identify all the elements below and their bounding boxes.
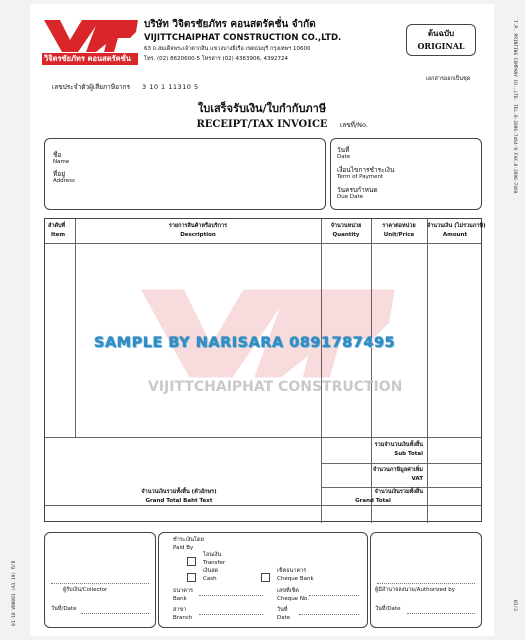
tax-id-value: 3 10 1 11310 5 — [142, 83, 199, 91]
customer-info-box — [44, 138, 326, 210]
authorized-label: ผู้มีอำนาจลงนาม/Authorized by — [375, 587, 455, 593]
date-en: Date — [337, 154, 351, 160]
customer-address-th: ที่อยู่ — [53, 170, 65, 178]
cheque-checkbox[interactable] — [261, 573, 270, 582]
vat-th: จำนวนภาษีมูลค่าเพิ่ม — [372, 467, 423, 473]
document-title-th: ใบเสร็จรับเงิน/ใบกำกับภาษี — [197, 102, 327, 115]
collector-box — [44, 532, 156, 628]
company-name-en: VIJITTCHAIPHAT CONSTRUCTION CO.,LTD. — [144, 33, 342, 43]
baht-text-th: จำนวนเงินรวมทั้งสิ้น (ตัวอักษร) — [141, 489, 217, 495]
col-amount-en: Amount — [442, 232, 468, 238]
authorized-box — [370, 532, 482, 628]
form-code-side-text: 01-10 V00081 (A1 19) ปี/ลิ — [12, 560, 17, 626]
col-item-th: ลำดับที่ — [48, 223, 66, 229]
due-date-en: Due Date — [337, 194, 363, 200]
col-quantity-en: Quantity — [332, 232, 360, 238]
terms-en: Term of Payment — [337, 174, 384, 180]
cheque-en: Cheque Bank — [277, 576, 314, 582]
due-date-th: วันครบกำหนด — [337, 186, 378, 194]
cash-th: เงินสด — [203, 568, 219, 574]
bank-th: ธนาคาร — [173, 588, 193, 594]
baht-text-en: Grand Total Baht Text — [145, 498, 213, 504]
document-set-label: เอกสารออกเป็นชุด — [426, 76, 471, 82]
document-title-en: RECEIPT/TAX INVOICE — [196, 119, 328, 130]
transfer-th: โอนเงิน — [203, 552, 222, 558]
cheque-no-th: เลขที่เช็ค — [277, 588, 299, 594]
col-quantity-th: จำนวนหน่วย — [330, 223, 362, 229]
cash-en: Cash — [203, 576, 217, 582]
watermark-sample-text: SAMPLE BY NARISARA 0891787495 — [94, 335, 396, 351]
subtotal-en: Sub Total — [394, 451, 423, 457]
vat-en: VAT — [411, 476, 423, 482]
company-phone: โทร. (02) 8620600-5 โทรสาร (02) 4363906, 4392724 — [144, 56, 289, 62]
paid-by-en: Paid By — [173, 545, 194, 551]
transfer-checkbox[interactable] — [187, 557, 196, 566]
bank-en: Bank — [173, 596, 187, 602]
cash-checkbox[interactable] — [187, 573, 196, 582]
col-item-en: Item — [51, 232, 66, 238]
original-copy-box — [406, 24, 476, 56]
collector-label: ผู้รับเงิน/Collector — [63, 587, 108, 593]
cheque-no-en: Cheque No. — [277, 596, 309, 602]
paid-by-th: ชำระเงินโดย — [173, 537, 204, 543]
transfer-en: Transfer — [203, 560, 226, 566]
payment-method-box — [158, 532, 368, 628]
col-description-th: รายการสินค้าหรือบริการ — [168, 223, 228, 229]
grand-total-th: จำนวนเงินรวมทั้งสิ้น — [374, 489, 423, 495]
document-sheet — [30, 4, 494, 636]
pay-date-th: วันที่ — [277, 607, 288, 613]
collector-date-label: วันที่/Date — [51, 606, 77, 612]
printer-side-text: T.P. PRINTING COMPANY CO.,LTD. TEL.0-2896-7464-9 FAX.0-2896-7469 — [512, 20, 517, 194]
pay-date-en: Date — [277, 615, 291, 621]
document-number-label: เลขที่/No. — [340, 121, 368, 129]
col-unit-price-th: ราคาต่อหน่วย — [382, 223, 416, 229]
authorized-date-label: วันที่/Date — [375, 606, 401, 612]
customer-name-th: ชื่อ — [53, 151, 62, 159]
logo-band-text: วิจิตรชัยภัทร คอนสตรัคชั่น — [44, 54, 131, 63]
copy-label-th: ต้นฉบับ — [427, 29, 455, 38]
cheque-th: เช็คธนาคาร — [277, 568, 307, 574]
branch-en: Branch — [173, 615, 193, 621]
subtotal-th: รวมจำนวนเงินทั้งสิ้น — [374, 442, 423, 448]
terms-th: เงื่อนไขการชำระเงิน — [337, 166, 395, 174]
col-unit-price-en: Unit/Price — [383, 232, 415, 238]
copy-label-en: ORIGINAL — [417, 41, 465, 51]
grand-total-en: Grand Total — [355, 498, 391, 504]
tax-id-label: เลขประจำตัวผู้เสียภาษีอากร — [52, 83, 131, 91]
customer-name-en: Name — [53, 159, 70, 165]
page-code-side-text: BI/3 — [512, 600, 517, 611]
branch-th: สาขา — [173, 607, 187, 613]
company-name-th: บริษัท วิจิตรชัยภัทร คอนสตรัคชั่น จำกัด — [144, 19, 316, 30]
date-th: วันที่ — [337, 146, 350, 154]
company-logo — [40, 18, 140, 66]
date-terms-box — [330, 138, 482, 210]
col-amount-th: จำนวนเงิน (ไม่รวมภาษี) — [427, 223, 486, 229]
company-address: 63 ถ.สมเด็จพระเจ้าตากสิน แขวงบางยี่เรือ เขตธนบุรี กรุงเทพฯ 10600 — [144, 46, 311, 52]
col-description-en: Description — [180, 232, 216, 238]
watermark-company-text: VIJITTCHAIPHAT CONSTRUCTION — [148, 379, 403, 395]
customer-address-en: Address — [53, 178, 75, 184]
